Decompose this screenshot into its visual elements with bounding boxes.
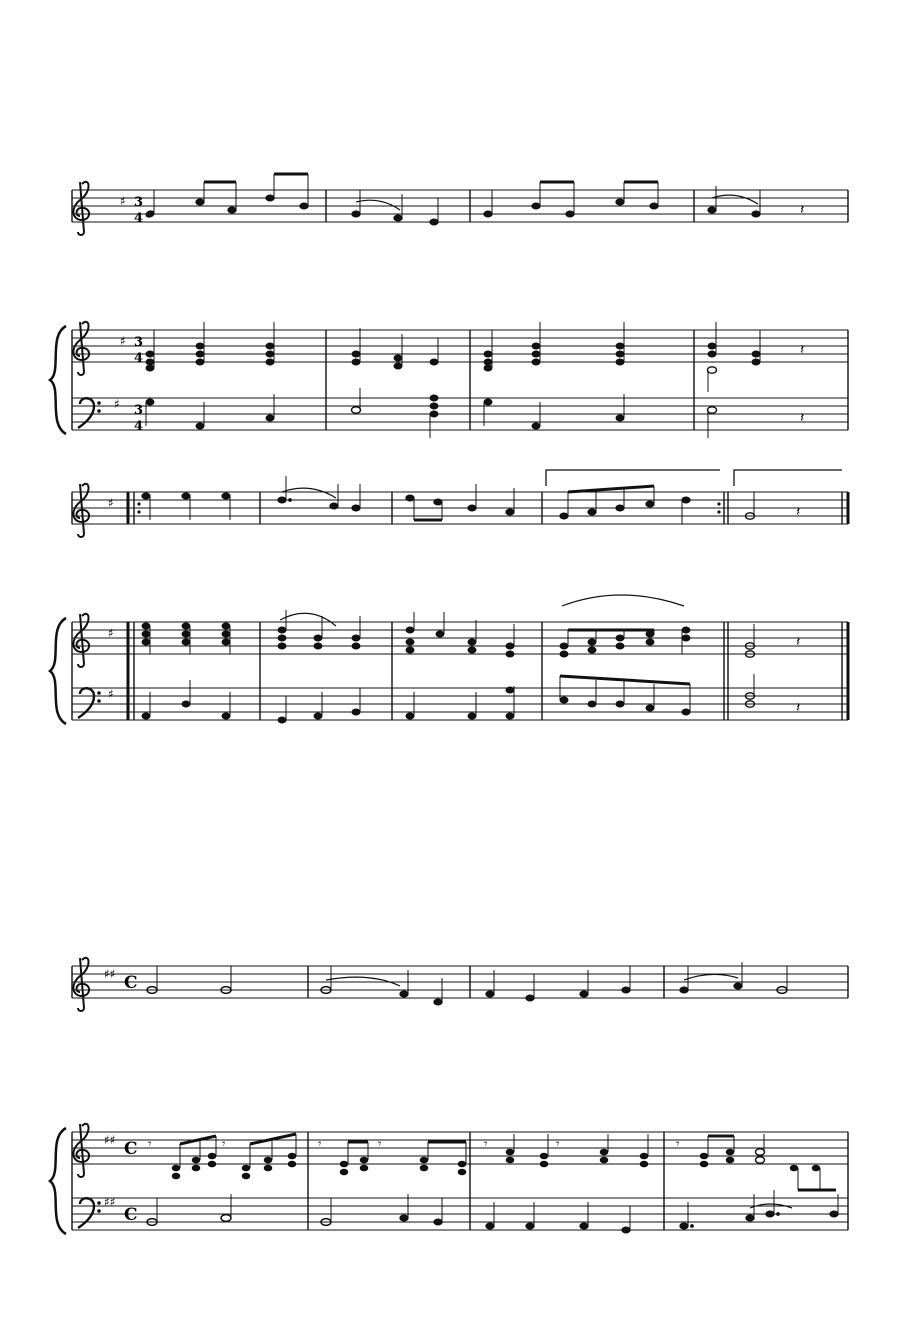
svg-text:3: 3 [134,403,144,418]
svg-text:C: C [124,1205,138,1225]
svg-text:♯: ♯ [108,496,114,510]
staff-3-vocal [72,966,848,998]
svg-text:𝄽: 𝄽 [796,634,801,650]
common-time-icon: C [124,973,138,993]
bass-clef-icon [78,1198,101,1228]
piano-chords-2 [142,610,800,723]
piano-chords-3 [147,1134,838,1233]
svg-text:𝄽: 𝄽 [800,410,805,426]
svg-text:♯: ♯ [114,397,120,411]
svg-text:♯: ♯ [108,687,114,701]
svg-text:𝄽: 𝄽 [800,342,805,358]
staff-3-piano-bass [72,1198,848,1230]
svg-text:4: 4 [134,351,144,366]
svg-text:𝄽: 𝄽 [796,504,801,520]
svg-text:♯: ♯ [120,334,126,348]
svg-text:C: C [124,1139,138,1159]
staff-1-piano-bass [72,398,848,430]
staff-1-piano-treble [72,330,848,362]
svg-text:𝄾: 𝄾 [318,1137,322,1152]
svg-text:𝄾: 𝄾 [148,1137,152,1152]
brace-icon [50,1128,66,1234]
svg-text:♯♯: ♯♯ [104,967,116,981]
brace-icon [50,326,66,434]
svg-text:♯: ♯ [108,626,114,640]
brace-icon [50,618,66,724]
svg-text:𝄾: 𝄾 [222,1137,226,1152]
svg-text:𝄾: 𝄾 [484,1137,488,1152]
svg-text:♯♯: ♯♯ [104,1133,116,1147]
svg-text:𝄾: 𝄾 [556,1137,560,1152]
svg-text:4: 4 [134,419,144,434]
svg-text:𝄾: 𝄾 [378,1137,382,1152]
bass-clef-icon [78,688,101,718]
svg-text:♯♯: ♯♯ [104,1195,116,1209]
bass-clef-icon [78,398,101,428]
piano-chords-1 [146,322,804,438]
vocal-notes-1 [145,174,804,225]
time-signature-bottom: 4 [134,211,144,226]
time-signature-top: 3 [134,195,144,210]
svg-text:𝄽: 𝄽 [800,202,805,218]
key-signature-sharp: ♯ [120,194,126,208]
svg-text:𝄾: 𝄾 [676,1137,680,1152]
svg-text:𝄽: 𝄽 [796,700,801,716]
svg-text:3: 3 [134,335,144,350]
